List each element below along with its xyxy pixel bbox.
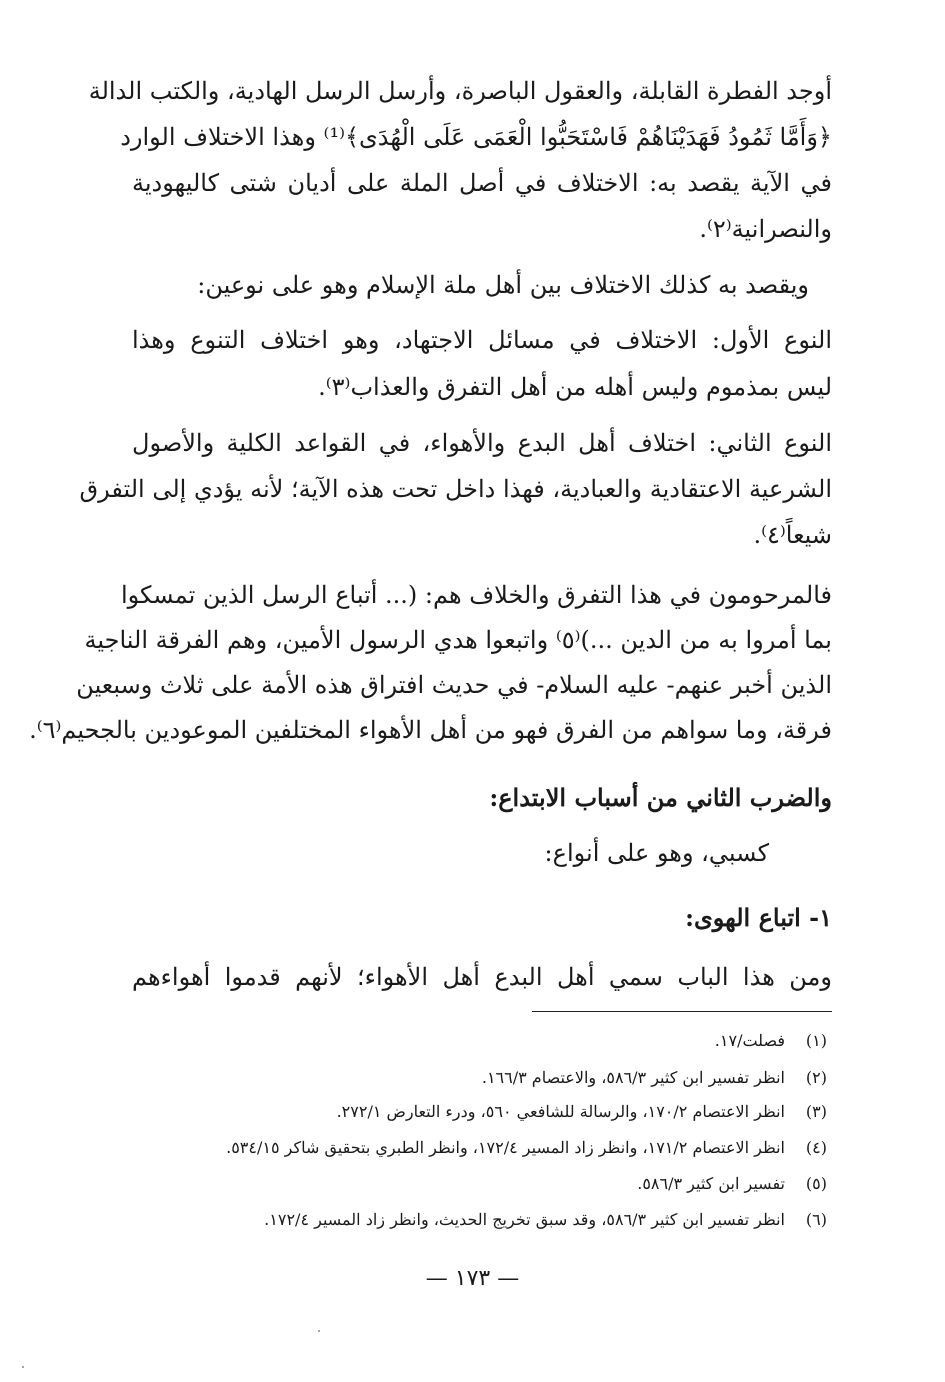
- scan-speck: [318, 1330, 320, 1332]
- footnote-text: انظر الاعتصام ١٧١/٢، وانظر زاد المسير ١٧٢/٤، وانظر الطبري بتحقيق شاكر ٥٣٤/١٥.: [226, 1138, 785, 1157]
- footnote-separator: [532, 1011, 832, 1012]
- body-line: شيعاً⁽٤⁾.: [753, 521, 832, 549]
- quran-verse-line: ﴿وَأَمَّا ثَمُودُ فَهَدَيْنَاهُمْ فَاسْتَحَبُّوا الْعَمَى عَلَى الْهُدَى﴾⁽¹⁾ وهذا الاختلاف الوارد: [120, 123, 832, 151]
- footnote-number: (١): [805, 1031, 827, 1050]
- footnote-text: انظر تفسير ابن كثير ٥٨٦/٣، والاعتصام ١٦٦/٣.: [481, 1068, 785, 1087]
- subsection-heading: ١- اتباع الهوى:: [685, 903, 832, 932]
- body-line: فالمرحومون في هذا التفرق والخلاف هم: (... أتباع الرسل الذين تمسكوا: [120, 581, 832, 609]
- footnote-text: انظر الاعتصام ١٧٠/٢، والرسالة للشافعي ٥٦٠، ودرء التعارض ٢٧٢/١.: [336, 1102, 785, 1121]
- section-heading: والضرب الثاني من أسباب الابتداع:: [489, 783, 832, 812]
- body-line: النوع الثاني: اختلاف أهل البدع والأهواء، في القواعد الكلية والأصول: [132, 429, 832, 457]
- footnote-text: تفسير ابن كثير ٥٨٦/٣.: [637, 1174, 785, 1193]
- body-line: كسبي، وهو على أنواع:: [544, 839, 769, 867]
- footnote: [107, 1173, 827, 1195]
- footnote-number: (٦): [805, 1210, 827, 1229]
- footnote: [107, 1067, 827, 1089]
- body-line: ليس بمذموم وليس أهله من أهل التفرق والعذاب⁽٣⁾.: [318, 373, 832, 401]
- footnote-number: (٥): [805, 1174, 827, 1193]
- body-line: بما أمروا به من الدين ...)⁽٥⁾ واتبعوا هدي الرسول الأمين، وهم الفرقة الناجية: [84, 626, 832, 654]
- footnote-number: (٣): [805, 1102, 827, 1121]
- footnote-text: انظر تفسير ابن كثير ٥٨٦/٣، وقد سبق تخريج الحديث، وانظر زاد المسير ١٧٢/٤.: [264, 1210, 785, 1229]
- footnote: [107, 1209, 827, 1231]
- body-line: النوع الأول: الاختلاف في مسائل الاجتهاد، وهو اختلاف التنوع وهذا: [132, 326, 832, 354]
- footnote: [107, 1101, 827, 1123]
- body-line: ومن هذا الباب سمي أهل البدع أهل الأهواء؛ لأنهم قدموا أهواءهم: [132, 963, 832, 991]
- scan-speck: [22, 1366, 24, 1368]
- footnote: [107, 1030, 827, 1052]
- body-line: أوجد الفطرة القابلة، والعقول الباصرة، وأرسل الرسل الهادية، والكتب الدالة: [88, 77, 832, 105]
- body-line: في الآية يقصد به: الاختلاف في أصل الملة على أديان شتى كاليهودية: [132, 169, 832, 197]
- body-line: الذين أخبر عنهم- عليه السلام- في حديث افتراق هذه الأمة على ثلاث وسبعين: [76, 671, 832, 699]
- body-line: الشرعية الاعتقادية والعبادية، فهذا داخل تحت هذه الآية؛ لأنه يؤدي إلى التفرق: [79, 475, 832, 503]
- body-line: والنصرانية⁽٢⁾.: [699, 215, 832, 243]
- footnote: [107, 1137, 827, 1159]
- footnote-text: فصلت/١٧.: [714, 1031, 785, 1050]
- body-line: ويقصد به كذلك الاختلاف بين أهل ملة الإسلام وهو على نوعين:: [197, 271, 809, 299]
- footnote-number: (٤): [805, 1138, 827, 1157]
- body-line: فرقة، وما سواهم من الفرق فهو من أهل الأهواء المختلفين الموعودين بالجحيم⁽٦⁾.: [29, 716, 832, 744]
- footnote-number: (٢): [805, 1068, 827, 1087]
- page-number: — ١٧٣ —: [425, 1266, 520, 1291]
